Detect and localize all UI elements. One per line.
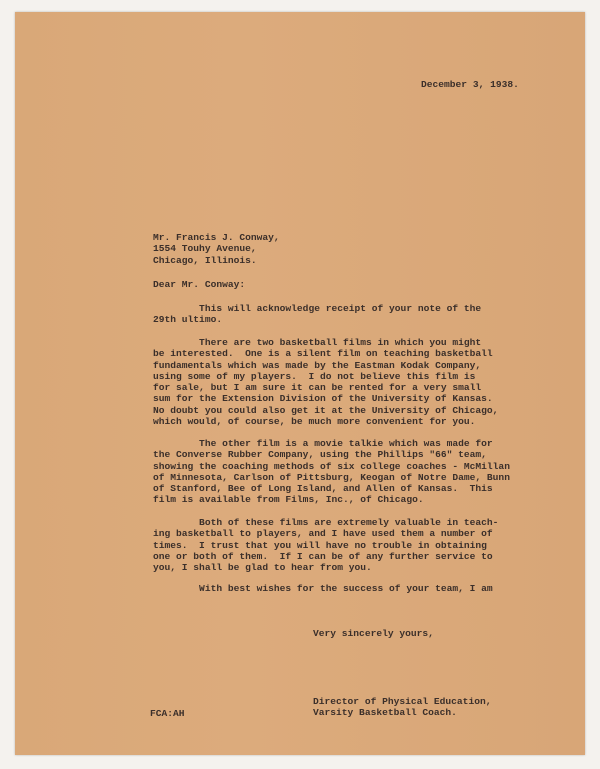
- signature-title: Director of Physical Education, Varsity Basketball Coach.: [313, 696, 492, 719]
- paragraph-3: The other film is a movie talkie which was made for the Converse Rubber Company, using the Phillips "66" team, showing the coaching methods of six college coaches - McMillan of Minnesota, Carlson of Pittsburg, Keogan of Notre Dame, Bunn of Stanford, Bee of Long Island, and Allen of Kansas. This film is available from Films, Inc., of Chicago.: [153, 438, 510, 506]
- paragraph-1: This will acknowledge receipt of your note of the 29th ultimo.: [153, 303, 482, 326]
- recipient-address: Mr. Francis J. Conway, 1554 Touhy Avenue, Chicago, Illinois.: [153, 232, 280, 266]
- closing: Very sincerely yours,: [313, 628, 434, 639]
- salutation: Dear Mr. Conway:: [153, 279, 246, 290]
- paragraph-2: There are two basketball films in which you might be interested. One is a silent film on teaching basketball fundamentals which was made by the Eastman Kodak Company, using some of my players. I do not believe this film is for sale, but I am sure it can be rented for a very small sum for the Extension Division of the University of Kansas. No doubt you could also get it at the University of Chicago, which would, of course, be much more convenient for you.: [153, 337, 499, 428]
- paragraph-4: Both of these films are extremely valuable in teach- ing basketball to players, and I have used them a number of times. I trust that you will have no trouble in obtaining one or both of them. If I can be of any further service to you, I shall be glad to hear from you.: [153, 517, 499, 574]
- letter-date: December 3, 1938.: [421, 79, 519, 90]
- paragraph-5: With best wishes for the success of your team, I am: [153, 583, 493, 594]
- typist-initials: FCA:AH: [150, 708, 185, 719]
